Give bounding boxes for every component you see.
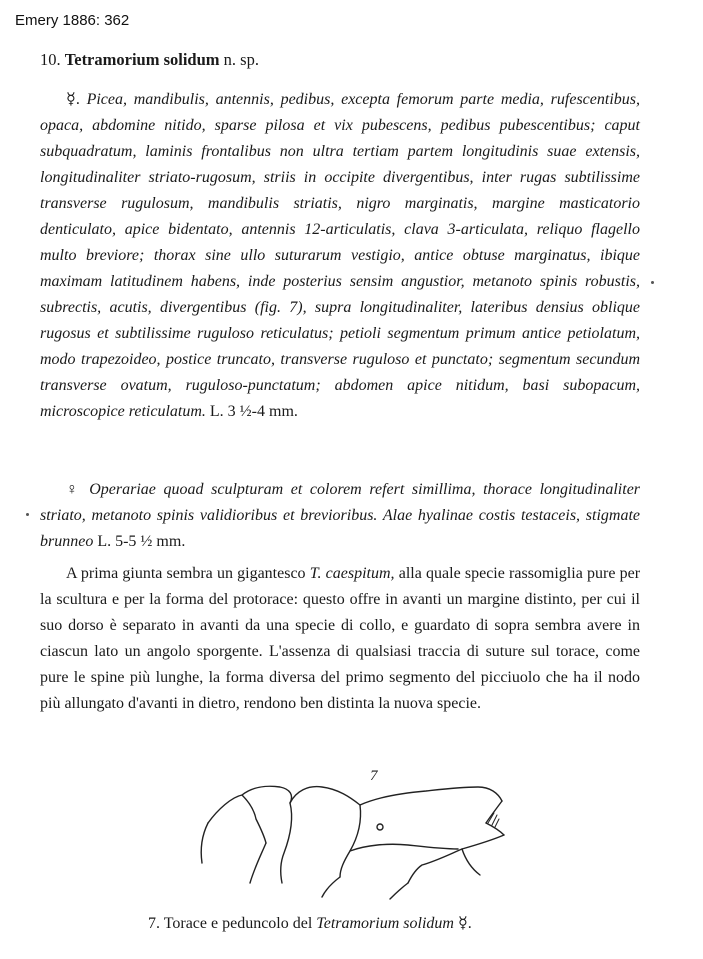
remarks-part-1: A prima giunta sembra un gigantesco: [66, 565, 306, 582]
species-number: 10.: [40, 50, 61, 69]
worker-caste-symbol: ☿.: [66, 91, 80, 108]
remarks-species: T. caespitum,: [309, 565, 395, 582]
queen-caste-symbol: ♀: [66, 481, 82, 498]
margin-mark-2: [26, 513, 29, 516]
worker-description-text: Picea, mandibulis, antennis, pedibus, excepta femorum parte media, rufescentibus, opaca, abdomine nitido, sparse pilosa et vix pubescens, pedibus pubescentibus; caput subquadratum, laminis frontalibus non ultra tertiam partem longitudinis suae extensis, longitudinaliter striato-rugosum, striis in occipite divergentibus, inter rugas subtilissime transverse rugulosum, mandibulis striatis, nigro marginatis, margine masticatorio denticulato, apice bidentato, antennis 12-articulatis, clava 3-articulata, reliquo flagello multo breviore; thorax sine ullo suturarum vestigio, antice obtuse marginatus, ibique maximam latitudinem habens, inde posterius sensim angustior, metanoto spinis robustis, subrectis, acutis, divergentibus (fig. 7), supra longitudinaliter, lateribus densius oblique rugosus et subtilissime ruguloso reticulatus; petioli segmentum primum antice petiolatum, modo trapezoideo, postice truncato, transverse ruguloso et punctato; segmentum secundum transverse ovatum, ruguloso-punctatum; abdomen apice nitidum, basi subopacum, microscopice reticulatum.: [40, 91, 640, 420]
margin-mark: [651, 281, 654, 284]
queen-description: [40, 477, 640, 555]
worker-description: [40, 87, 640, 425]
thorax-drawing: [190, 765, 520, 900]
caption-prefix: 7. Torace e peduncolo del: [148, 915, 313, 932]
species-name: Tetramorium solidum: [64, 50, 220, 69]
species-heading: [40, 50, 259, 70]
worker-size: L. 3 ½-4 mm.: [209, 403, 298, 420]
queen-description-text: Operariae quoad sculpturam et colorem refert simillima, thorace longitudinaliter striato, metanoto spinis validioribus et brevioribus. Alae hyalinae costis testaceis, stigmate brunneo: [40, 481, 641, 550]
italian-remarks: [40, 561, 640, 717]
page-header: Emery 1886: 362: [15, 12, 130, 29]
caption-species: Tetramorium solidum: [316, 915, 454, 932]
thorax-figure: [190, 765, 520, 900]
figure-caption: [148, 913, 472, 933]
queen-size: L. 5-5 ½ mm.: [97, 533, 186, 550]
figure-number: 7: [370, 768, 378, 784]
species-suffix: n. sp.: [223, 50, 259, 69]
caption-suffix: ☿.: [457, 915, 472, 932]
remarks-part-2: alla quale specie rassomiglia pure per la scultura e per la forma del protorace: questo offre in avanti un margine distinto, per cui il suo dorso è separato in avanti da una specie di collo, e guardato di sopra sembra avere in ciascun lato un angolo sporgente. L'assenza di qualsiasi traccia di suture sul torace, come pure le spine più lunghe, la forma diversa del primo segmento del picciuolo che ha il nodo più allungato d'avanti in dietro, rendono ben distinta la nuova specie.: [40, 565, 641, 712]
